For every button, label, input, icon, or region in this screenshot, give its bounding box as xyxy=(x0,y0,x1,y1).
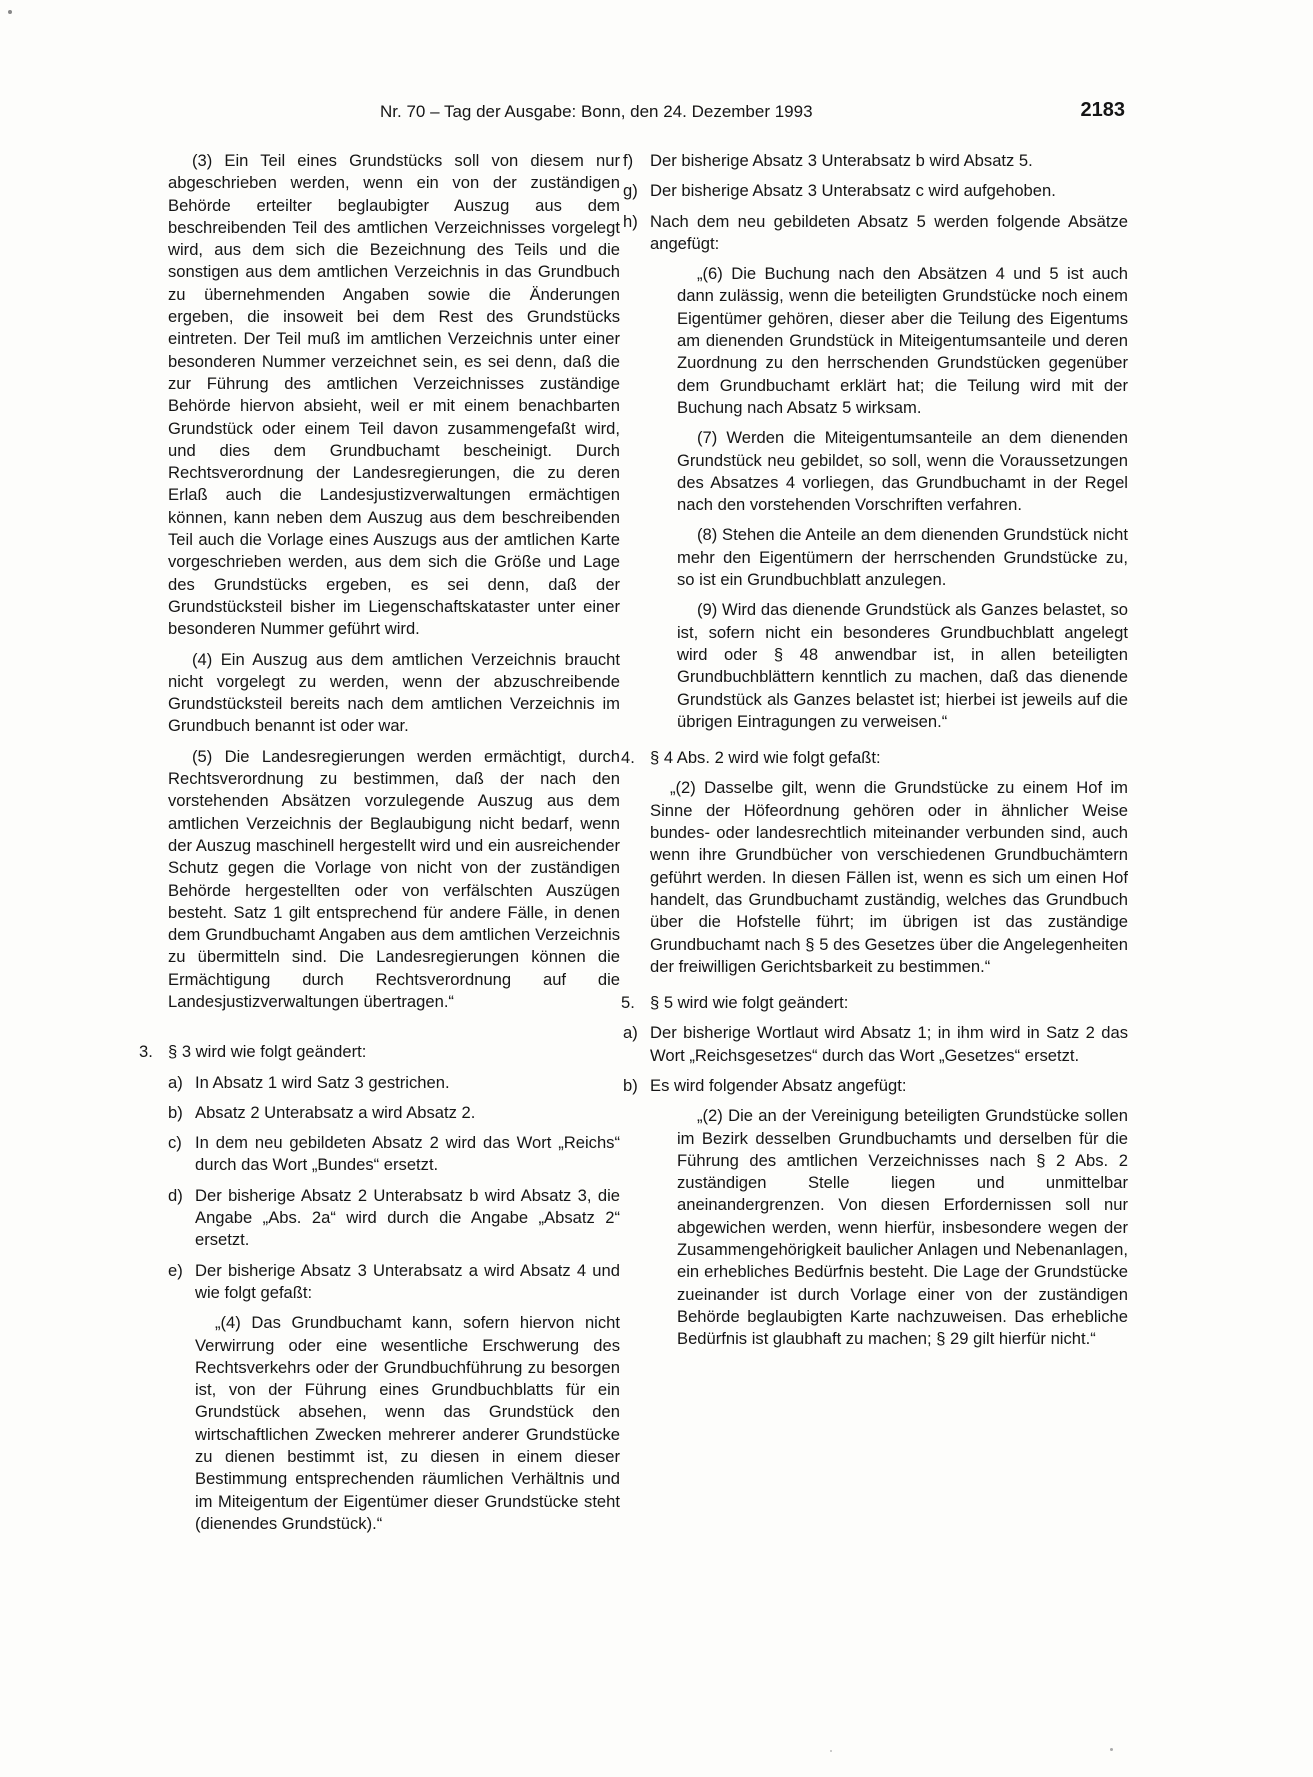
sub-list-3 xyxy=(168,1072,620,1536)
list-item-3 xyxy=(141,1041,620,1063)
page-header xyxy=(150,99,1125,128)
scan-speck xyxy=(830,1750,832,1752)
quoted-paragraph-7: (7) Werden die Miteigentumsanteile an dem dienenden Grundstück neu gebildet, so soll, wenn die Voraussetzungen des Absatzes 4 vorliegen, das Grundbuchamt in der Regel nach den vorstehenden Vorschriften verfahren. xyxy=(677,428,1128,515)
page-number: 2183 xyxy=(1080,99,1125,121)
scan-speck xyxy=(1110,1748,1113,1751)
list-item-5: 5. § 5 wird wie folgt geändert: xyxy=(621,993,849,1013)
left-column xyxy=(139,150,620,1543)
list-item: a) In Absatz 1 wird Satz 3 gestrichen. xyxy=(168,1072,450,1092)
list-item: a) Der bisherige Wortlaut wird Absatz 1; in ihm wird in Satz 2 das Wort „Reichsgesetzes“ durch das Wort „Gesetzes“ ersetzt. xyxy=(623,1023,1128,1065)
list-item-3-label: 3. xyxy=(139,1042,153,1062)
list-item: f) Der bisherige Absatz 3 Unterabsatz b wird Absatz 5. xyxy=(623,151,1033,170)
list-item: h) Nach dem neu gebildeten Absatz 5 werden folgende Absätze angefügt: xyxy=(623,211,1128,253)
quoted-paragraph-9: (9) Wird das dienende Grundstück als Ganzes belastet, so ist, sofern nicht ein besonderes Grundbuchblatt angelegt wird oder § 48 anwendbar ist, in allen beteiligten Grundbuchblättern kenntlich zu machen, daß das dienende Grundstück als Ganzes belastet ist; hierbei ist jeweils auf die übrigen Eintragungen zu verweisen.“ xyxy=(677,600,1128,731)
quoted-paragraph-8: (8) Stehen die Anteile an dem dienenden Grundstück nicht mehr den Eigentümern der herrschenden Grundstücke zu, so ist ein Grundbuchblatt anzulegen. xyxy=(677,525,1128,590)
quoted-paragraphs-6-9 xyxy=(650,263,1128,733)
list-item: d) Der bisherige Absatz 2 Unterabsatz b wird Absatz 3, die Angabe „Abs. 2a“ wird durch die Angabe „Absatz 2“ ersetzt. xyxy=(168,1185,620,1250)
list-item-3-text: § 3 wird wie folgt geändert: xyxy=(168,1042,367,1062)
quoted-paragraph-5-2: „(2) Die an der Vereinigung beteiligten Grundstücke sollen im Bezirk desselben Grundbuchamts und derselben für die Führung des amtlichen Verzeichnisses nach § 2 Abs. 2 zuständigen Stelle liegen und unmittelbar aneinandergrenzen. Von diesen Erfordernissen soll nur abgewichen werden, wenn hierfür, insbesondere wegen der Zusammengehörigkeit baulicher Anlagen und Nebenanlagen, ein erhebliches Bedürfnis besteht. Die Lage der Grundstücke zueinander ist durch Vorlage einer von der zuständigen Behörde beglaubigten Karte nachzuweisen. Das erhebliche Bedürfnis ist glaubhaft zu machen; § 29 gilt hierfür nicht.“ xyxy=(677,1106,1128,1349)
quoted-paragraph-4-2: „(2) Dasselbe gilt, wenn die Grundstücke zu einem Hof im Sinne der Höfeordnung gehören oder in ähnlicher Weise bundes- oder landesrechtlich miteinander verbunden sind, auch wenn ihre Grundbücher von verschiedenen Grundbuchämtern geführt werden. In diesen Fällen ist, wenn es sich um einen Hof handelt, das Grundbuchamt zuständig, welches das Grundbuch über die Hofstelle führt; im übrigen ist das zuständige Grundbuchamt nach § 5 des Gesetzes über die Angelegenheiten der freiwilligen Gerichtsbarkeit zu bestimmen.“ xyxy=(650,778,1128,976)
paragraph-3: (3) Ein Teil eines Grundstücks soll von diesem nur abgeschrieben werden, wenn ein von der zuständigen Behörde erteilter beglaubigter Auszug aus dem beschreibenden Teil des amtlichen Verzeichnisses vorgelegt wird, aus dem sich die Bezeichnung des Teils und die sonstigen aus dem amtlichen Verzeichnis in das Grundbuch zu übernehmenden Angaben sowie die Änderungen ergeben, die insoweit bei dem Rest des Grundstücks eintreten. Der Teil muß im amtlichen Verzeichnis unter einer besonderen Nummer verzeichnet sein, es sei denn, daß die zur Führung des amtlichen Verzeichnisses zuständige Behörde hiervon absieht, weil er mit einem benachbarten Grundstück oder einem Teil davon zusammengefaßt wird, und dies dem Grundbuchamt bescheinigt. Durch Rechtsverordnung der Landesregierungen, die zu deren Erlaß auch die Landesjustizverwaltungen ermächtigen können, kann neben dem Auszug aus dem beschreibenden Teil auch die Vorlage eines Auszugs aus der amtlichen Karte vorgeschrieben werden, aus dem sich die Größe und Lage des Grundstücks ergeben, es sei denn, daß der Grundstücksteil bisher im Liegenschaftskataster unter einer besonderen Nummer geführt wird. xyxy=(168,151,620,639)
running-head: Nr. 70 – Tag der Ausgabe: Bonn, den 24. Dezember 1993 xyxy=(380,102,813,121)
quoted-paragraph-6: „(6) Die Buchung nach den Absätzen 4 und 5 ist auch dann zulässig, wenn die beteiligten Grundstücke noch einem Eigentümer gehören, dieser aber die Teilung des Eigentums am dienenden Grundstück in Miteigentumsanteile und deren Zuordnung zu den herrschenden Grundstücken gegenüber dem Grundbuchamt erklärt hat; die Teilung wird mit der Buchung nach Absatz 5 wirksam. xyxy=(677,264,1128,417)
list-item-4: 4. § 4 Abs. 2 wird wie folgt gefaßt: xyxy=(621,748,881,768)
paragraph-5: (5) Die Landesregierungen werden ermächtigt, durch Rechtsverordnung zu bestimmen, daß der nach den vorstehenden Absätzen vorzulegende Auszug aus dem amtlichen Verzeichnis der Beglaubigung nicht bedarf, wenn der Auszug maschinell hergestellt wird und ein ausreichender Schutz gegen die Vorlage von nicht von der zuständigen Behörde hergestellten oder von verfälschten Auszügen besteht. Satz 1 gilt entsprechend für andere Fälle, in denen dem Grundbuchamt Angaben aus dem amtlichen Verzeichnis zu übermitteln sind. Die Landesregierungen können die Ermächtigung durch Rechtsverordnung auf die Landesjustizverwaltungen übertragen.“ xyxy=(168,746,620,1011)
scan-speck xyxy=(8,10,12,14)
right-column xyxy=(621,150,1128,1359)
quoted-paragraph-4: „(4) Das Grundbuchamt kann, sofern hiervon nicht Verwirrung oder eine wesentliche Erschwerung des Rechtsverkehrs oder der Grundbuchführung zu besorgen ist, von der Führung eines Grundbuchblatts für ein Grundstück absehen, wenn das Grundstück den wirtschaftlichen Zwecken mehrerer anderer Grundstücke zu dienen bestimmt ist, zu diesen in einem dieser Bestimmung entsprechenden räumlichen Verhältnis und im Miteigentum der Eigentümer dieser Grundstücke steht (dienendes Grundstück).“ xyxy=(195,1313,620,1533)
list-item: b) Es wird folgender Absatz angefügt: xyxy=(623,1075,907,1095)
list-item: b) Absatz 2 Unterabsatz a wird Absatz 2. xyxy=(168,1102,476,1122)
list-item: e) Der bisherige Absatz 3 Unterabsatz a wird Absatz 4 und wie folgt gefaßt: xyxy=(168,1260,620,1302)
list-item: g) Der bisherige Absatz 3 Unterabsatz c wird aufgehoben. xyxy=(623,181,1056,201)
paragraph-4: (4) Ein Auszug aus dem amtlichen Verzeichnis braucht nicht vorgelegt zu werden, wenn der abzuschreibende Grundstücksteil bereits nach dem amtlichen Verzeichnis im Grundbuch benannt ist oder war. xyxy=(168,649,620,736)
list-item: c) In dem neu gebildeten Absatz 2 wird das Wort „Reichs“ durch das Wort „Bundes“ ersetzt. xyxy=(168,1133,620,1175)
